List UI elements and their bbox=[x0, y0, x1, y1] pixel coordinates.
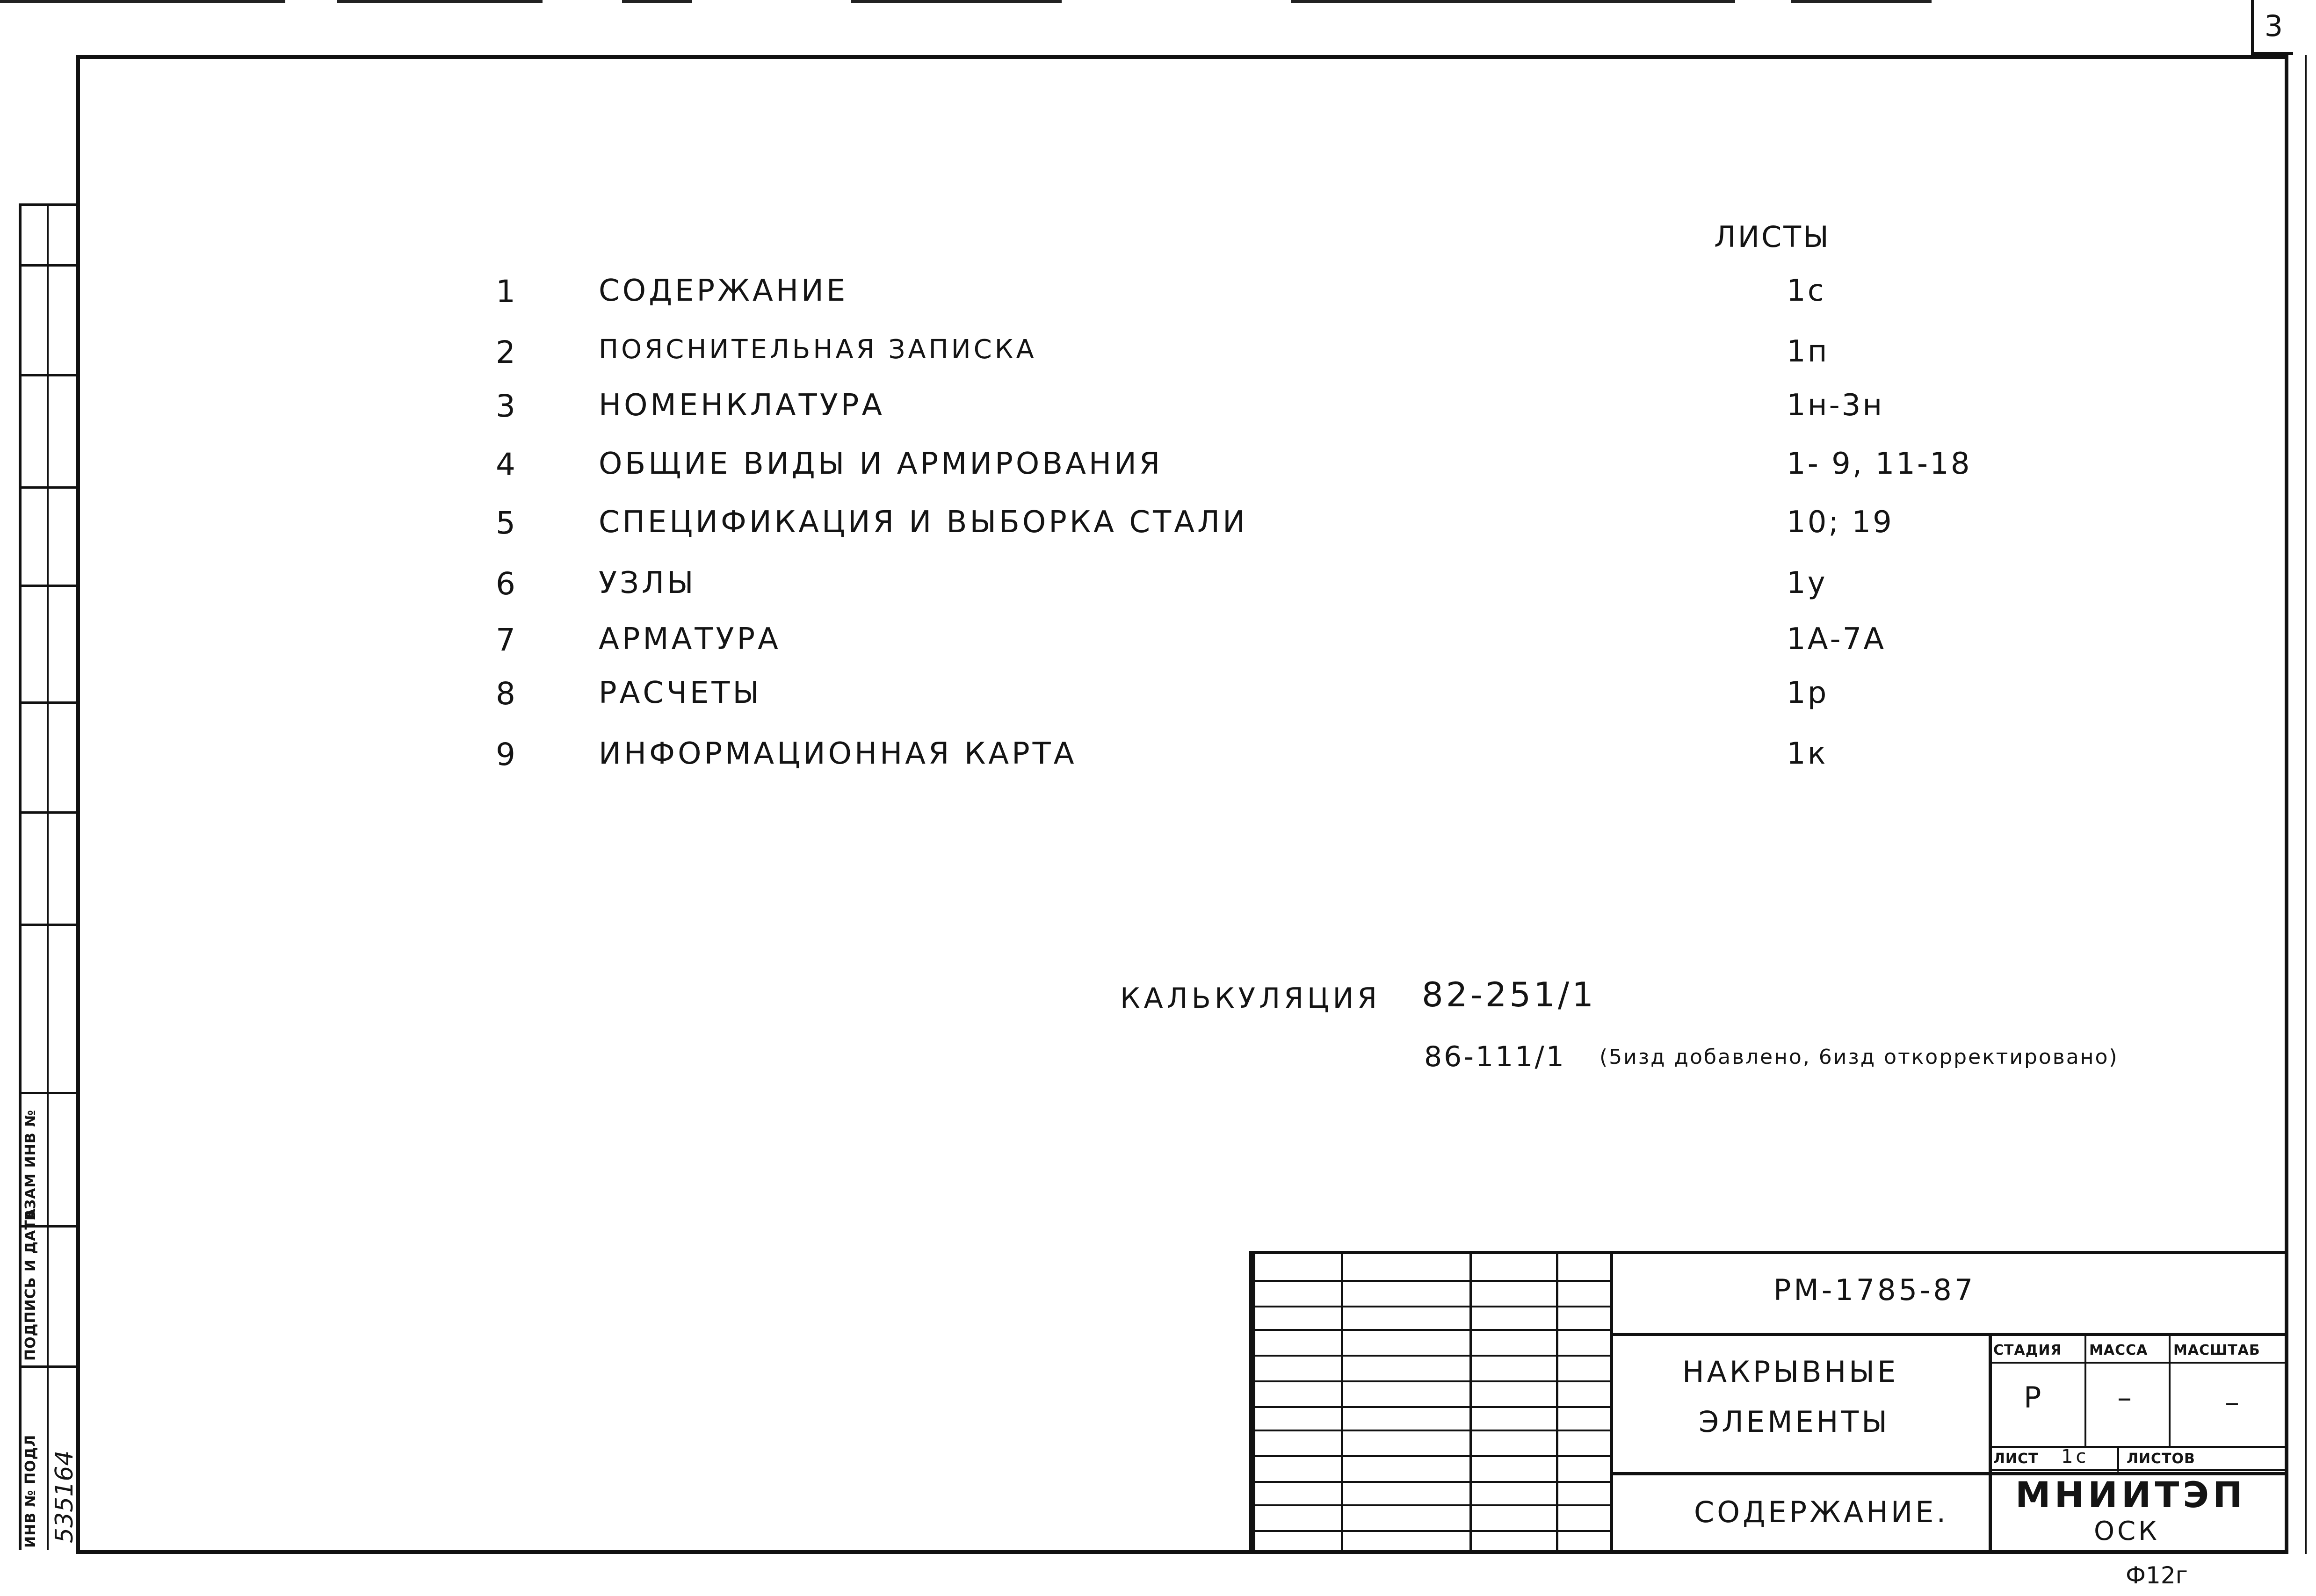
row-sheets: 1- 9, 11-18 bbox=[1787, 447, 1972, 481]
row-title: НОМЕНКЛАТУРА bbox=[599, 388, 885, 423]
row-number: 5 bbox=[496, 505, 515, 541]
margin-label-replace-inv: ВЗАМ ИНВ № bbox=[22, 1109, 39, 1220]
row-number: 1 bbox=[496, 274, 515, 310]
row-number: 3 bbox=[496, 388, 515, 424]
element-name-line2: ЭЛЕМЕНТЫ bbox=[1699, 1405, 1890, 1439]
calculation-number-2: 86-111/1 bbox=[1424, 1040, 1566, 1073]
calculation-label: КАЛЬКУЛЯЦИЯ bbox=[1120, 982, 1381, 1015]
row-title: ОБЩИЕ ВИДЫ И АРМИРОВАНИЯ bbox=[599, 447, 1163, 481]
row-title: ПОЯСНИТЕЛЬНАЯ ЗАПИСКА bbox=[599, 334, 1037, 365]
row-number: 7 bbox=[496, 622, 515, 658]
stage-label: СТАДИЯ bbox=[1993, 1342, 2062, 1358]
title-block bbox=[1249, 1251, 2288, 1554]
contents-row bbox=[496, 505, 1992, 556]
mass-label: МАССА bbox=[2089, 1342, 2148, 1358]
row-number: 6 bbox=[496, 566, 515, 602]
format-mark: Ф12г bbox=[2126, 1562, 2188, 1589]
row-sheets: 1к bbox=[1787, 737, 1828, 771]
top-edge-mark bbox=[1291, 0, 1735, 3]
row-sheets: 1А-7А bbox=[1787, 622, 1886, 657]
contents-row bbox=[496, 566, 1992, 617]
sheets-label: ЛИСТОВ bbox=[2127, 1451, 2195, 1467]
row-number: 4 bbox=[496, 447, 515, 483]
row-title: РАСЧЕТЫ bbox=[599, 676, 762, 710]
top-edge-mark bbox=[851, 0, 1062, 3]
mass-value: – bbox=[2117, 1380, 2135, 1415]
row-sheets: 1с bbox=[1787, 274, 1826, 308]
top-edge-mark bbox=[622, 0, 692, 3]
contents-row bbox=[496, 737, 1992, 788]
row-title: УЗЛЫ bbox=[599, 566, 696, 600]
row-number: 9 bbox=[496, 737, 515, 773]
margin-label-signature-date: ПОДПИСЬ И ДАТА bbox=[22, 1208, 39, 1361]
sheets-column-header: ЛИСТЫ bbox=[1714, 220, 1831, 254]
row-title: СПЕЦИФИКАЦИЯ И ВЫБОРКА СТАЛИ bbox=[599, 505, 1248, 540]
margin-label-inv-original: ИНВ № ПОДЛ bbox=[22, 1434, 39, 1548]
contents-row bbox=[496, 388, 1992, 440]
top-edge-mark bbox=[337, 0, 543, 3]
sheet-number-box bbox=[2251, 0, 2293, 55]
calculation-number-1: 82-251/1 bbox=[1422, 975, 1597, 1014]
row-title: СОДЕРЖАНИЕ bbox=[599, 274, 848, 308]
row-sheets: 1у bbox=[1787, 566, 1827, 600]
top-edge-mark bbox=[0, 0, 285, 3]
sheet-title: СОДЕРЖАНИЕ. bbox=[1694, 1495, 1949, 1529]
contents-row bbox=[496, 622, 1992, 673]
right-edge-line bbox=[2305, 55, 2307, 1554]
contents-row bbox=[496, 447, 1992, 498]
row-number: 2 bbox=[496, 334, 515, 370]
document-code: РМ-1785-87 bbox=[1773, 1273, 1976, 1307]
row-sheets: 1п bbox=[1787, 334, 1829, 369]
margin-inv-number: 535164 bbox=[51, 1450, 79, 1543]
sheet-number: 3 bbox=[2264, 9, 2283, 43]
department-name: ОСК bbox=[2094, 1516, 2160, 1546]
contents-row bbox=[496, 676, 1992, 727]
contents-row bbox=[496, 334, 1992, 386]
row-sheets: 1н-3н bbox=[1787, 388, 1884, 423]
row-title: ИНФОРМАЦИОННАЯ КАРТА bbox=[599, 737, 1077, 771]
sheet-value: 1с bbox=[2061, 1446, 2089, 1467]
calculation-note: (5изд добавлено, 6изд откорректировано) bbox=[1599, 1045, 2119, 1069]
scale-label: МАСШТАБ bbox=[2173, 1342, 2260, 1358]
sheet-label: ЛИСТ bbox=[1993, 1451, 2039, 1467]
organization-name: МНИИТЭП bbox=[2015, 1474, 2246, 1516]
row-sheets: 1р bbox=[1787, 676, 1829, 710]
top-edge-mark bbox=[1791, 0, 1932, 3]
row-sheets: 10; 19 bbox=[1787, 505, 1894, 540]
row-title: АРМАТУРА bbox=[599, 622, 781, 657]
row-number: 8 bbox=[496, 676, 515, 712]
stage-value: Р bbox=[2024, 1380, 2044, 1415]
contents-row bbox=[496, 274, 1992, 325]
scale-value: – bbox=[2225, 1385, 2242, 1419]
element-name-line1: НАКРЫВНЫЕ bbox=[1682, 1355, 1899, 1389]
